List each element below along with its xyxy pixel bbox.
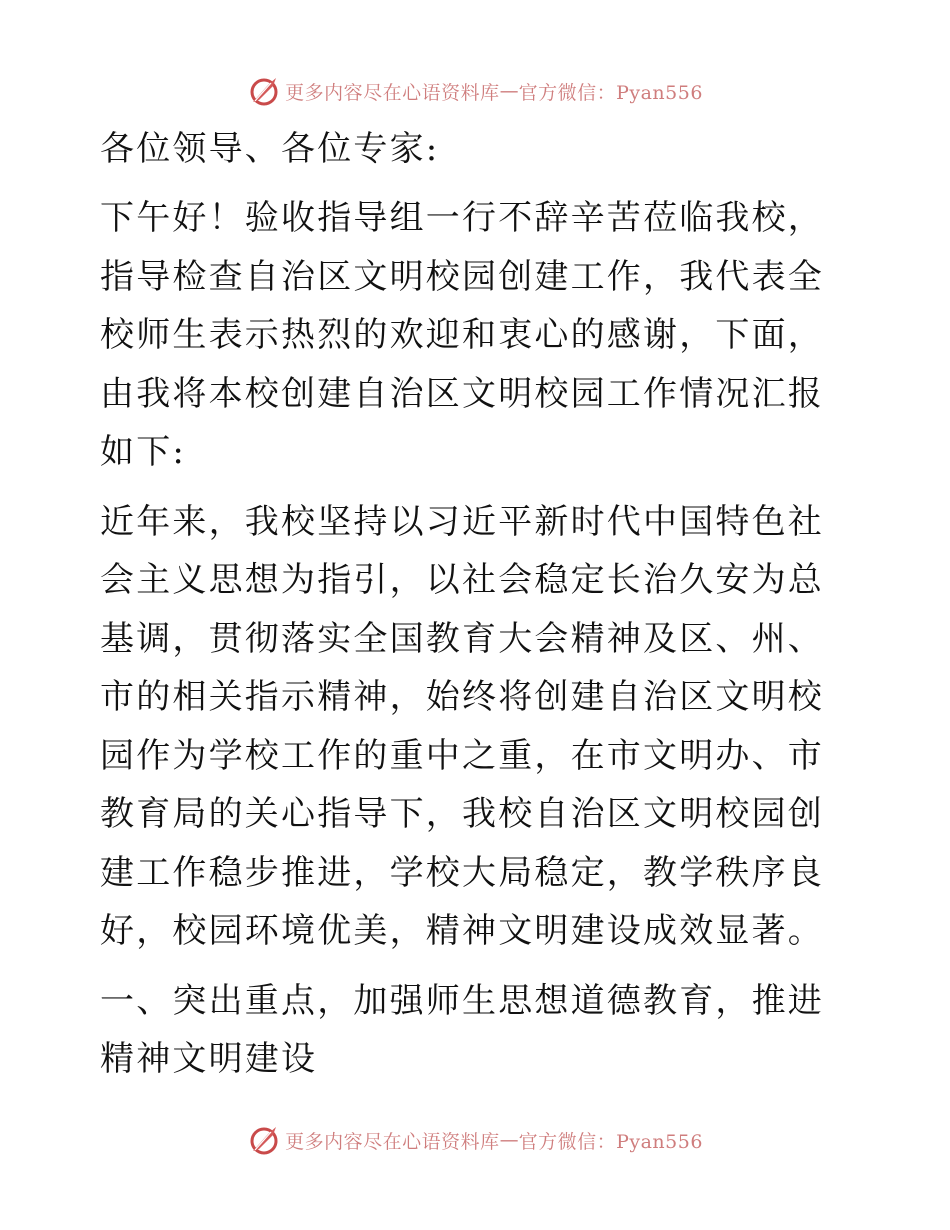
footer-watermark [0, 1120, 950, 1160]
watermark-text: 更多内容尽在心语资料库 [285, 81, 500, 104]
header-watermark [0, 71, 950, 111]
paragraph-overview: 近年来，我校坚持以习近平新时代中国特色社会主义思想为指引，以社会稳定长治久安为总基调，贯彻落实全国教育大会精神及区、州、市的相关指示精神，始终将创建自治区文明校园作为学校工作的重中之重，在市文明办、市教育局的关心指导下，我校自治区文明校园创建工作稳步推进，学校大局稳定，教学秩序良好，校园环境优美，精神文明建设成效显著。 [100, 501, 824, 951]
watermark-separator: — [499, 80, 519, 102]
watermark-text: 更多内容尽在心语资料库 [285, 1130, 500, 1153]
document-body [100, 120, 852, 1089]
salutation: 各位领导、各位专家: [100, 129, 440, 169]
quill-logo-icon [247, 1123, 281, 1157]
section-heading-1: 一、突出重点，加强师生思想道德教育，推进精神文明建设 [100, 980, 824, 1079]
watermark-separator: — [499, 1129, 519, 1151]
paragraph-greeting: 下午好！验收指导组一行不辞辛苦莅临我校，指导检查自治区文明校园创建工作，我代表全校师生表示热烈的欢迎和衷心的感谢，下面，由我将本校创建自治区文明校园工作情况汇报如下: [100, 198, 824, 472]
watermark-account: 官方微信：Pyan556 [518, 81, 703, 104]
quill-logo-icon [247, 74, 281, 108]
watermark-account: 官方微信：Pyan556 [518, 1130, 703, 1153]
